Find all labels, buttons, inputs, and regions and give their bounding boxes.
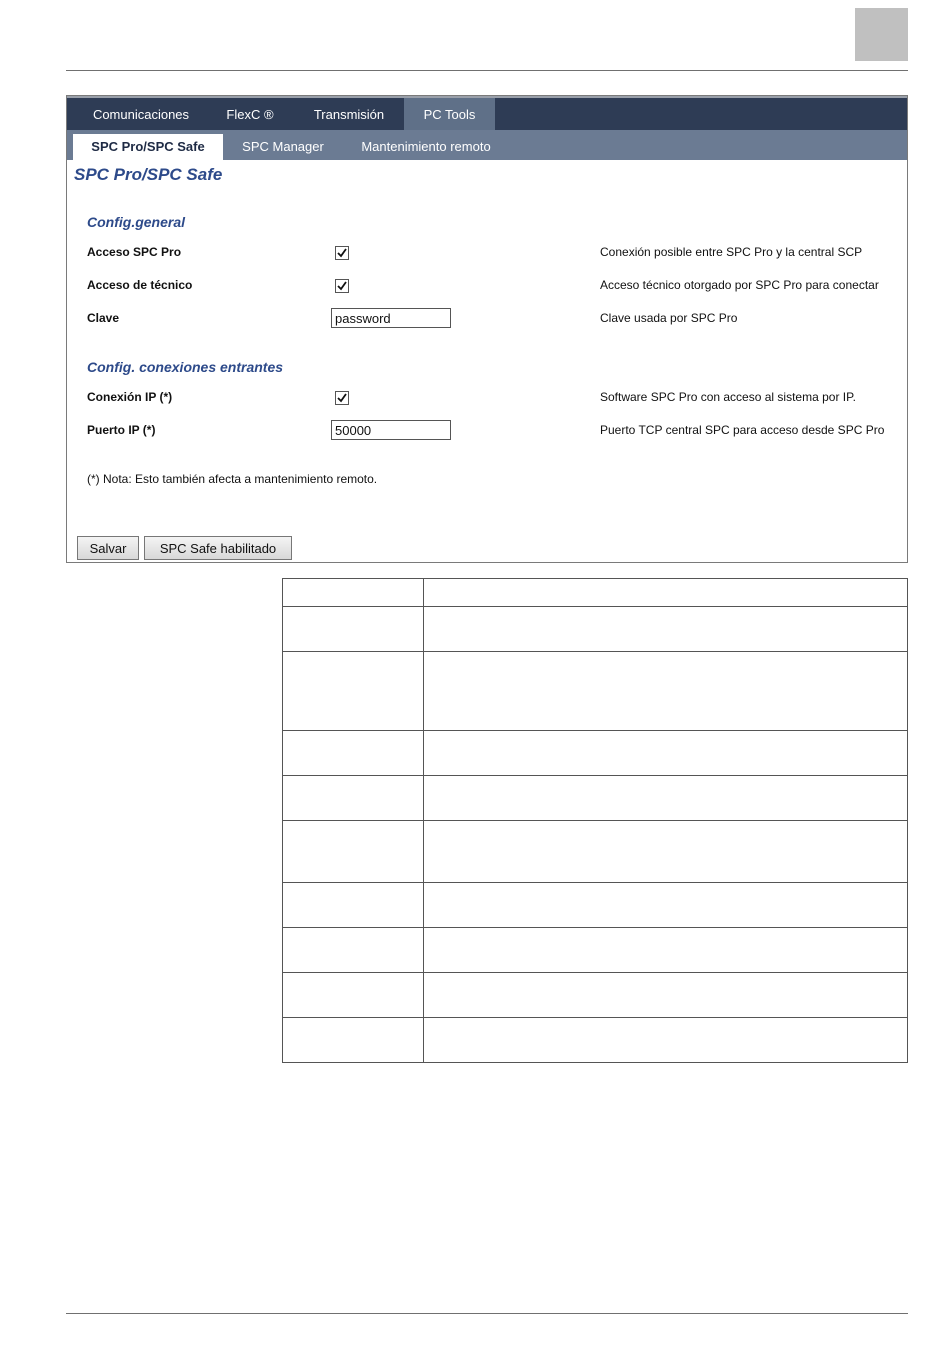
footnote: (*) Nota: Esto también afecta a mantenimiento remoto.	[87, 472, 378, 486]
spc-config-panel	[66, 95, 908, 563]
table-row	[283, 821, 908, 883]
table-row	[283, 1018, 908, 1063]
label-conexion-ip: Conexión IP (*)	[87, 390, 173, 404]
table-row	[283, 928, 908, 973]
desc-puerto-ip: Puerto TCP central SPC para acceso desde SPC Pro	[600, 423, 885, 437]
header-rule	[66, 70, 908, 71]
table-row	[283, 731, 908, 776]
checkmark-icon	[336, 392, 348, 404]
subtab-spc-pro-safe[interactable]: SPC Pro/SPC Safe	[73, 134, 223, 160]
label-acceso-tecnico: Acceso de técnico	[87, 278, 193, 292]
empty-table	[282, 578, 908, 1063]
desc-clave: Clave usada por SPC Pro	[600, 311, 738, 325]
table-row	[283, 973, 908, 1018]
table-row	[283, 776, 908, 821]
spc-safe-button[interactable]: SPC Safe habilitado	[144, 536, 292, 560]
puerto-ip-input[interactable]	[331, 420, 451, 440]
tab-transmision[interactable]: Transmisión	[313, 107, 385, 122]
checkmark-icon	[336, 280, 348, 292]
desc-conexion-ip: Software SPC Pro con acceso al sistema por IP.	[600, 390, 856, 404]
main-tab-bar	[67, 96, 907, 130]
save-button[interactable]: Salvar	[77, 536, 139, 560]
section-heading-incoming: Config. conexiones entrantes	[87, 359, 284, 375]
subtab-mantenimiento-remoto[interactable]: Mantenimiento remoto	[361, 139, 491, 154]
page-title: SPC Pro/SPC Safe	[74, 165, 223, 184]
desc-acceso-spc-pro: Conexión posible entre SPC Pro y la central SCP	[600, 245, 863, 259]
label-acceso-spc-pro: Acceso SPC Pro	[87, 245, 182, 259]
footer-rule	[66, 1313, 908, 1314]
tab-pc-tools[interactable]: PC Tools	[404, 98, 495, 130]
checkbox-conexion-ip[interactable]	[335, 391, 349, 405]
tab-flexc[interactable]: FlexC ®	[226, 107, 274, 122]
label-puerto-ip: Puerto IP (*)	[87, 423, 156, 437]
checkmark-icon	[336, 247, 348, 259]
section-heading-general: Config.general	[87, 214, 186, 230]
clave-input[interactable]	[331, 308, 451, 328]
label-clave: Clave	[87, 311, 120, 325]
sub-tab-bar	[67, 130, 907, 160]
table-row	[283, 652, 908, 731]
tab-comunicaciones[interactable]: Comunicaciones	[92, 107, 190, 122]
checkbox-acceso-tecnico[interactable]	[335, 279, 349, 293]
checkbox-acceso-spc-pro[interactable]	[335, 246, 349, 260]
table-row	[283, 579, 908, 607]
subtab-spc-manager[interactable]: SPC Manager	[242, 139, 324, 154]
page-corner-marker	[855, 8, 908, 61]
table-row	[283, 883, 908, 928]
desc-acceso-tecnico: Acceso técnico otorgado por SPC Pro para conectar	[600, 278, 879, 292]
table-row	[283, 607, 908, 652]
